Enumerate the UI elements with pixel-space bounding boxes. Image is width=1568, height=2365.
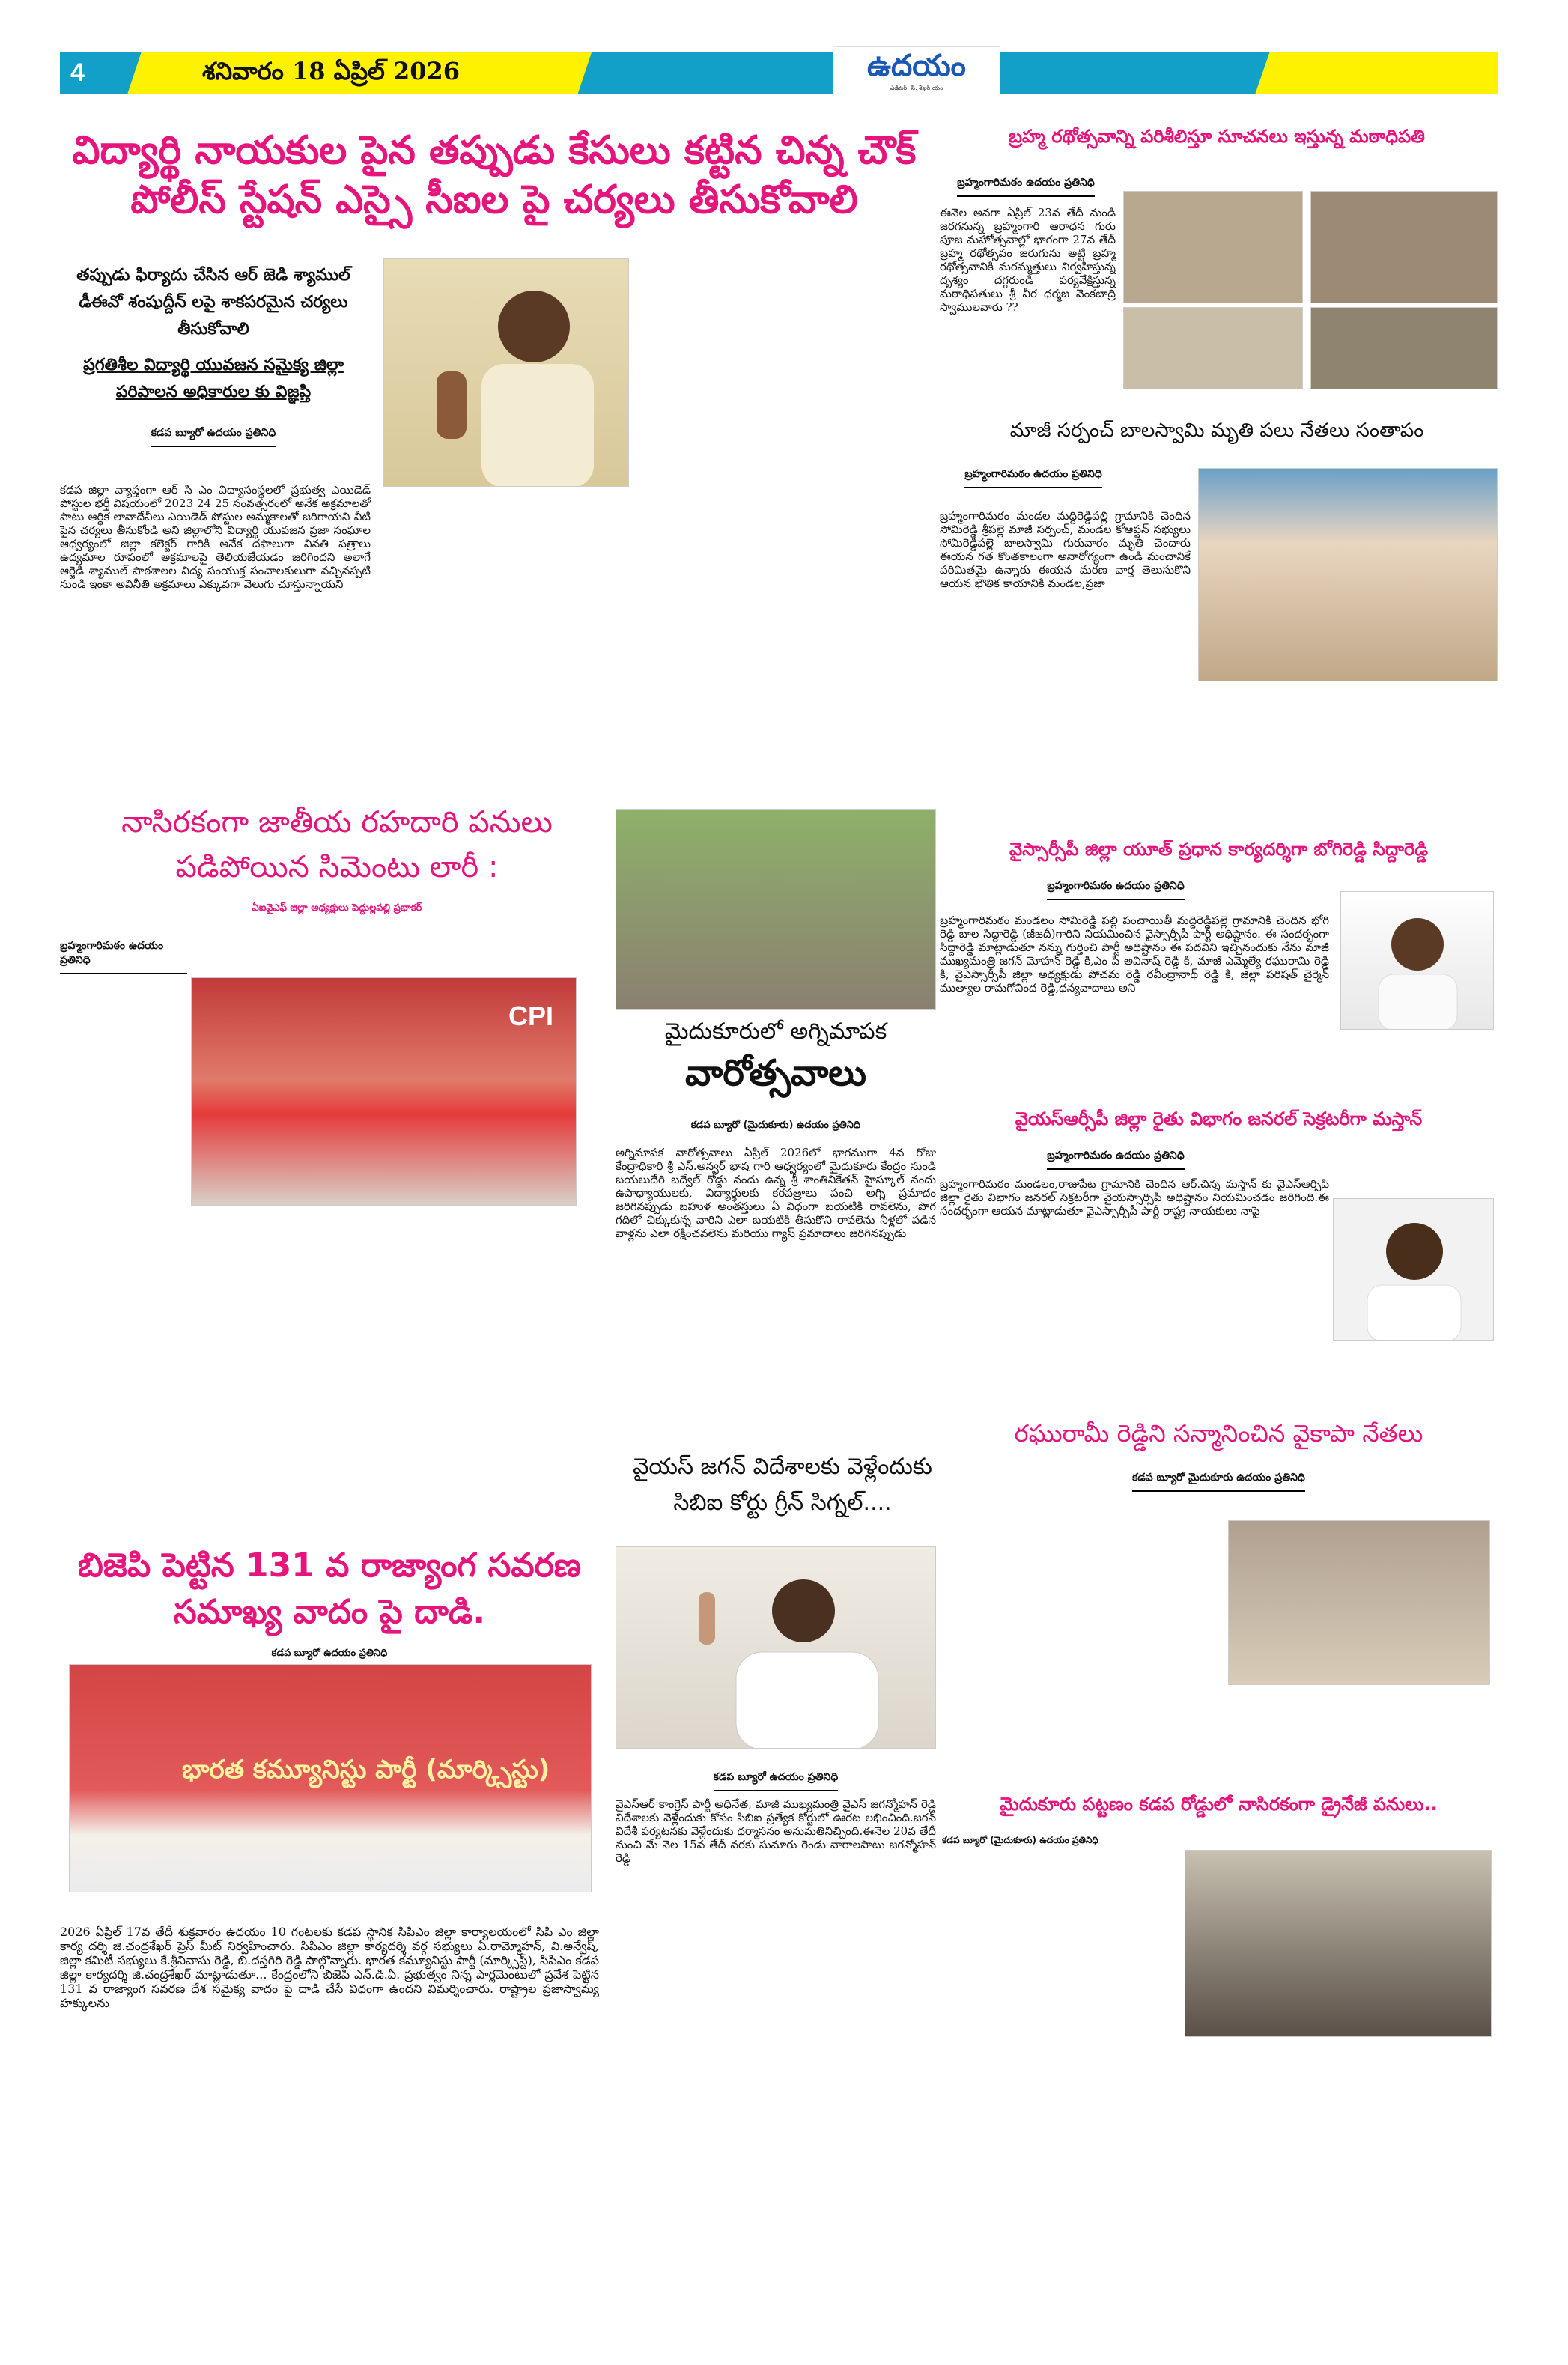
cpm-headline: బిజెపి పెట్టిన 131 వ రాజ్యాంగ సవరణ సమాఖ్య వాదం పై దాడి.: [77, 1546, 582, 1631]
highway-subline: ఏఐవైఎఫ్ జిల్లా అధ్యక్షులు పెద్దుల్లపల్లి ప్రభాకర్: [252, 902, 422, 914]
fire-week-photo: [616, 809, 936, 1010]
drainage-headline: మైదుకూరు పట్టణం కడప రోడ్డులో నాసిరకంగా డ్రైనేజీ పనులు..: [1000, 1794, 1438, 1815]
byline-text: బ్రహ్మంగారిమఠం ఉదయం ప్రతినిధి: [1047, 880, 1185, 900]
brahma-headline: బ్రహ్మ రథోత్సవాన్ని పరిశీలిస్తూ సూచనలు ఇస్తున్న మఠాధిపతి: [1009, 126, 1425, 147]
mastan-body: బ్రహ్మంగారిమఠం మండలం,రాజుపేట గ్రామానికి చెందిన ఆర్.చిన్న మస్తాన్ కు వైఎస్ఆర్సిపి జిల్లా రైతు విభాగం జనరల్ సెక్రటరీగా వైయస్సార్సిపి అధిష్టానం నియమించడం జరిగింది.ఈ సందర్భంగా ఆయన మాట్లాడుతూ వైఎస్సార్సీపీ పార్టీ రాష్ట్ర నాయకులు నాపై: [940, 1177, 1329, 1218]
main-byline: [60, 427, 367, 447]
mastan-byline: [1033, 1150, 1198, 1170]
mastan-headline: వైయస్ఆర్సీపీ జిల్లా రైతు విభాగం జనరల్ సెక్రటరీగా మస్తాన్: [1015, 1108, 1423, 1129]
photo-banner-text: భారత కమ్యూనిస్టు పార్టీ (మార్క్సిస్టు): [182, 1755, 550, 1785]
logo-tagline: ఎడిటర్: సి. శేఖర్ యం: [890, 85, 943, 91]
jagan-byline: [616, 1771, 936, 1791]
main-headline: విద్యార్థి నాయకుల పైన తప్పుడు కేసులు కట్టిన చిన్న చౌక్ పోలీస్ స్టేషన్ ఎస్సై సీఐల పై చర్యలు తీసుకోవాలి: [72, 128, 917, 222]
byline-text: బ్రహ్మంగారిమఠం ఉదయం ప్రతినిధి: [60, 940, 187, 974]
youth-body: బ్రహ్మంగారిమఠం మండలం సోమిరెడ్డి పల్లి పంచాయితీ మద్దిరెడ్డిపల్లె గ్రామానికి చెందిన భోగి రెడ్డి బాల సిద్దారెడ్డి (జీజదీ)గారిని నియమించిన వైస్సార్సీపీ పార్టీ అధిష్టానం. ఈ సందర్భంగా సిద్దారెడ్డి మాట్లాడుతూ నన్ను గుర్తించి పార్టీ అధిష్టానం ఈ పదవిని ఇచ్చినందుకు నేను మాజీ ముఖ్యమంత్రి జగన్ మోహన్ రెడ్డి కి,ఎం పి అవినాష్ రెడ్డి కి, మాజీ ఎమ్మెల్యే రఘురామి రెడ్డి కి, వైఎస్సార్సీపీ జిల్లా అధ్యక్షుడు పోచమ రెడ్డి రవీంద్రానాథ్ రెడ్డి కి, జిల్లా పరిషత్ చైర్మెన్ ముత్యాల రామగోవింద రెడ్డి,ధన్యవాదాలు అని: [940, 914, 1329, 995]
byline-text: బ్రహ్మంగారిమఠం ఉదయం ప్రతినిధి: [964, 468, 1102, 488]
photo-banner-text: CPI: [508, 1001, 553, 1031]
youth-byline: [1033, 880, 1198, 900]
cpm-press-meet-photo: [69, 1664, 592, 1892]
fire-week-body: అగ్నిమాపక వారోత్సవాలు ఏప్రిల్ 2026లో భాగముగా 4వ రోజు కేంద్రాధికారి శ్రీ ఎస్.అన్వర్ భాష గారి ఆధ్వర్యంలో మైదుకూరు కేంద్రం నుండి బయలుదేరి బద్వేల్ రోడ్డు నందు ఉన్న శ్రీ శాంతినికేతన్ హైస్కూల్ నందు ఉపాధ్యాయులకు, విద్యార్థులకు కరపత్రాలు పంచి అగ్ని ప్రమాదం జరిగినప్పుడు బహుళ అంతస్తులు ఏ విధంగా బయటికి రావలెను, పొగ గదిలో చిక్కుకున్న వారిని ఎలా బయటికి తీసుకొని రావలెను నీళ్లలో పడిన వాళ్లను ఎలా రక్షించవలెను మరియు గ్యాస్ ప్రమాదాలు జరిగినప్పుడు: [616, 1146, 936, 1240]
brahma-photo-1: [1123, 191, 1303, 303]
mastan-portrait-photo: [1333, 1198, 1494, 1341]
logo-text: ఉదయం: [867, 49, 966, 83]
brahma-byline: [936, 177, 1116, 197]
jagan-photo: [616, 1546, 936, 1749]
brahma-photo-4: [1310, 307, 1498, 389]
highway-photo: [191, 977, 577, 1206]
byline-text: కడప బ్యూరో ఉదయం ప్రతినిధి: [151, 427, 276, 447]
drainage-photo: [1185, 1850, 1492, 2037]
youth-headline: వైస్సార్సీపీ జిల్లా యూత్ ప్రధాన కార్యదర్శిగా బోగిరెడ్డి సిద్దారెడ్డి: [1009, 839, 1428, 860]
sarpanch-photo: [1198, 468, 1498, 681]
main-subhead-1: తప్పుడు ఫిర్యాదు చేసిన ఆర్ జెడి శ్యాముల్ డీఈవో శంషుద్దీన్ లపై శాకపరమైన చర్యలు తీసుకోవాలి: [76, 266, 350, 338]
fire-week-byline: కడప బ్యూరో (మైదుకూరు) ఉదయం ప్రతినిధి: [690, 1120, 861, 1131]
highway-headline: నాసిరకంగా జాతీయ రహదారి పనులు పడిపోయిన సిమెంటు లారీ :: [121, 805, 553, 884]
raghurami-byline: [940, 1472, 1498, 1492]
masthead-yellow-right: [1255, 52, 1498, 94]
byline-text: కడప బ్యూరో ఉదయం ప్రతినిధి: [714, 1771, 839, 1791]
jagan-body: వైఎస్ఆర్ కాంగ్రెస్ పార్టీ అధినేత, మాజీ ముఖ్యమంత్రి వైఎస్ జగన్మోహన్ రెడ్డి విదేశాలకు వెళ్లేందుకు కోసం సిబిఐ ప్రత్యేక కోర్టులో ఊరట లభించింది.జగన్ విదేశీ పర్యటనకు వెళ్లేందుకు ధర్మాసనం అనుమతినిచ్చింది.ఈనెల 20వ తేదీ నుంచి మే నెల 15వ తేదీ వరకు సుమారు రెండు వారాలపాటు జగన్మోహన్ రెడ్డి: [616, 1797, 936, 1865]
page-number: 4: [70, 58, 85, 87]
cpm-byline: కడప బ్యూరో ఉదయం ప్రతినిధి: [271, 1648, 388, 1659]
main-story-photo: [383, 258, 629, 487]
sarpanch-body: బ్రహ్మంగారిమఠం మండల మద్దిరెడ్డిపల్లి గ్రామానికి చెందిన సోమిరెడ్డి శ్రీపల్లె మాజీ సర్పంచ్, మండల కోఆప్షన్ సభ్యులు సోమిరెడ్డిపల్లె బాలస్వామి గురువారం మృతి చెందారు ఈయన గత కొంతకాలంగా అనారోగ్యంగా ఉండి మంచానికే పరిమితమై ఉన్నారు ఈయన మరణ వార్త తెలుసుకొని ఆయన భౌతిక కాయానికి మండల,ప్రజా: [940, 509, 1191, 590]
brahma-photo-2: [1310, 191, 1498, 303]
main-story-body: కడప జిల్లా వ్యాప్తంగా ఆర్ సి ఎం విద్యాసంస్థలలో ప్రభుత్వ ఎయిడెడ్ పోస్టుల భర్తీ విషయంలో 2023 24 25 సంవత్సరంలో అనేక అక్రమాలతో పాటు ఆర్థిక లావాదేవీలు ఎయిడెడ్ పోస్టుల అమ్మకాలతో జరిగాయని వీటి పైన చర్యలు తీసుకోండి అని జిల్లాలోని విద్యార్థి యువజన ప్రజా సంఘాల ఆధ్వర్యంలో జిల్లా కలెక్టర్ గారికి అనేక దఫాలుగా వినతి పత్రాలు ఉద్యమాల రూపంలో అక్రమాలపై తెలియజేయడం జరిగిందని అలాగే ఆర్జెడి శ్యాముల్ పాఠశాలల విద్య సంయుక్త సంచాలకులుగా వచ్చినప్పటి నుండి ఇంకా అవినీతి అక్రమాలు ఎక్కువగా వెలుగు చూస్తున్నాయని: [60, 483, 371, 591]
cpm-body: 2026 ఏప్రిల్ 17వ తేదీ శుక్రవారం ఉదయం 10 గంటలకు కడప స్థానిక సిపిఎం జిల్లా కార్యాలయంలో సిపి ఎం జిల్లా కార్య దర్శి జి.చంద్రశేఖర్ ప్రెస్ మీట్ నిర్వహించారు. సిపిఎం జిల్లా కార్యదర్శి వర్గ సభ్యులు ఏ.రామ్మోహన్, వి.అన్వేష్, జిల్లా కమిటీ సభ్యులు కే.శ్రీనివాసు రెడ్డి, బి.దస్తగిరి రెడ్డి పాల్గొన్నారు. భారత కమ్యూనిస్టు పార్టీ (మార్క్సిస్ట్), సిపిఎం కడప జిల్లా కార్యదర్శి జి.చంద్రశేఖర్ మాట్లాడుతూ... కేంద్రంలోని బిజెపి ఎన్.డి.ఏ. ప్రభుత్వం నిన్న పార్లమెంటులో ప్రవేశ పెట్టిన 131 వ రాజ్యాంగ సవరణ దేశ సమైక్య వాదం పై దాడి చేసే విధంగా ఉందని విమర్శించారు. రాష్ట్రాల ప్రజాస్వామ్య హక్కులను: [60, 1925, 599, 2010]
byline-text: బ్రహ్మంగారిమఠం ఉదయం ప్రతినిధి: [957, 177, 1095, 197]
youth-portrait-photo: [1340, 891, 1494, 1030]
fire-week-headline-1: మైదుకూరులో అగ్నిమాపక: [664, 1018, 887, 1045]
brahma-body: ఈనెల అనగా ఏప్రిల్ 23వ తేదీ నుండి జరగనున్న బ్రహ్మంగారి ఆరాధన గురు పూజ మహోత్సవాల్లో భాగంగా 27వ తేదీ బ్రహ్మ రథోత్సవం జరుగును అట్టి బ్రహ్మ రథోత్సవానికి మరమ్మత్తులు నిర్వహిస్తున్న దృశ్యం దగ్గరుండి పర్యవేక్షిస్తున్న మఠాధిపతులు శ్రీ వీర ధర్మజ వెంకటాద్రి స్వాములవారు ??: [940, 206, 1116, 314]
main-subhead-2: ప్రగతిశీల విద్యార్థి యువజన సమైక్య జిల్లా పరిపాలన అధికారుల కు విజ్ఞప్తి: [83, 356, 344, 401]
jagan-headline: వైయస్ జగన్ విదేశాలకు వెళ్లేందుకు సిబిఐ కోర్టు గ్రీన్ సిగ్నల్....: [633, 1454, 932, 1516]
raghurami-photo: [1228, 1520, 1490, 1685]
raghurami-headline: రఘురామీ రెడ్డిని సన్మానించిన వైకాపా నేతలు: [1014, 1419, 1423, 1448]
fire-week-headline-2: వారోత్సవాలు: [685, 1052, 866, 1094]
byline-text: బ్రహ్మంగారిమఠం ఉదయం ప్రతినిధి: [1047, 1150, 1185, 1170]
issue-date: శనివారం 18 ఏప్రిల్ 2026: [202, 57, 461, 85]
sarpanch-headline: మాజీ సర్పంచ్ బాలస్వామి మృతి పలు నేతలు సంతాపం: [1009, 419, 1424, 442]
sarpanch-byline: [936, 468, 1131, 488]
highway-byline: [60, 940, 187, 974]
newspaper-logo: [833, 46, 1000, 97]
byline-text: కడప బ్యూరో మైదుకూరు ఉదయం ప్రతినిధి: [1132, 1472, 1305, 1492]
brahma-photo-3: [1123, 307, 1303, 389]
drainage-byline: కడప బ్యూరో (మైదుకూరు) ఉదయం ప్రతినిధి: [942, 1835, 1098, 1845]
